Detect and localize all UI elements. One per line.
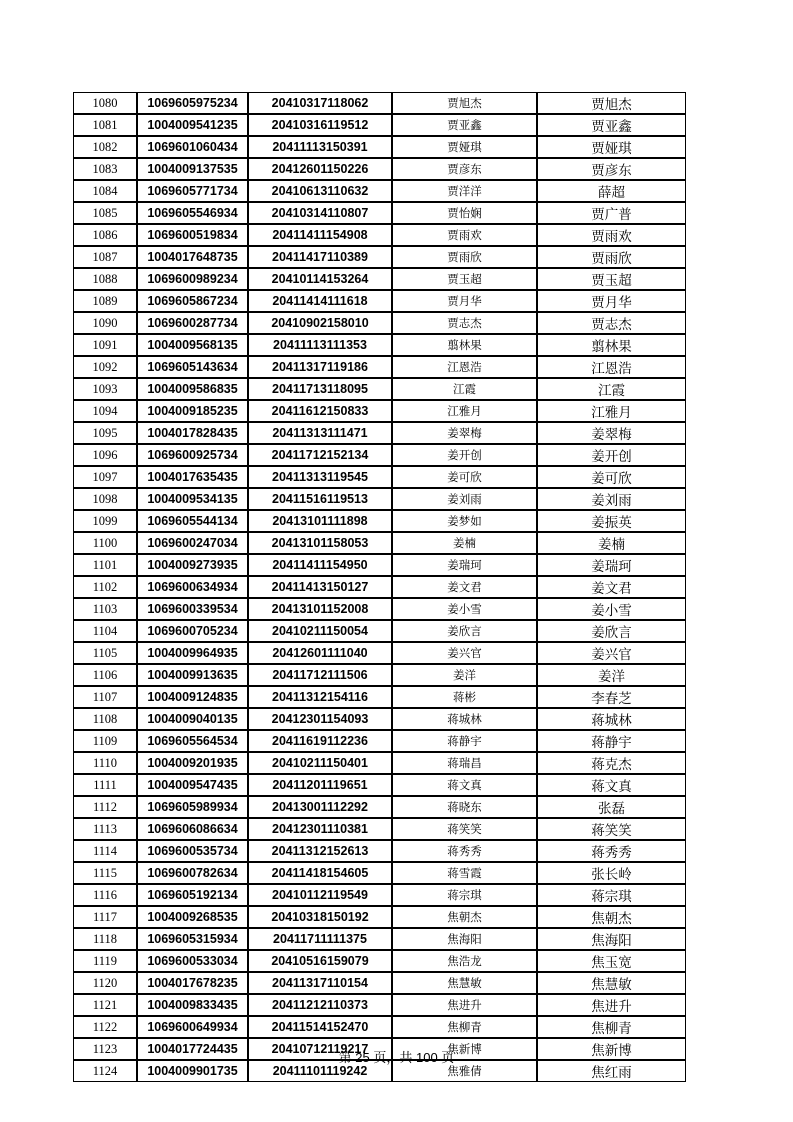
table-row [73, 92, 686, 114]
cell-name-1: 焦雅倩 [392, 1060, 537, 1082]
cell-seq: 1082 [73, 136, 137, 158]
cell-exam-number: 20411411154950 [248, 554, 392, 576]
cell-id-number: 1004009568135 [137, 334, 248, 356]
cell-seq: 1114 [73, 840, 137, 862]
table-row [73, 752, 686, 774]
cell-id-number: 1069600247034 [137, 532, 248, 554]
cell-id-number: 1069600339534 [137, 598, 248, 620]
cell-exam-number: 20413101158053 [248, 532, 392, 554]
cell-id-number: 1004009185235 [137, 400, 248, 422]
cell-exam-number: 20412601150226 [248, 158, 392, 180]
cell-name-2: 焦朝杰 [537, 906, 686, 928]
cell-id-number: 1069600705234 [137, 620, 248, 642]
cell-id-number: 1004009964935 [137, 642, 248, 664]
table-row [73, 400, 686, 422]
table-row [73, 972, 686, 994]
cell-seq: 1084 [73, 180, 137, 202]
cell-name-2: 焦海阳 [537, 928, 686, 950]
cell-seq: 1117 [73, 906, 137, 928]
cell-seq: 1110 [73, 752, 137, 774]
cell-name-1: 贾月华 [392, 290, 537, 312]
cell-exam-number: 20413101152008 [248, 598, 392, 620]
cell-seq: 1121 [73, 994, 137, 1016]
table-row [73, 642, 686, 664]
cell-name-2: 姜小雪 [537, 598, 686, 620]
cell-exam-number: 20410211150401 [248, 752, 392, 774]
cell-seq: 1094 [73, 400, 137, 422]
table-row [73, 1016, 686, 1038]
cell-id-number: 1069605867234 [137, 290, 248, 312]
cell-seq: 1116 [73, 884, 137, 906]
cell-seq: 1095 [73, 422, 137, 444]
cell-name-2: 翦林果 [537, 334, 686, 356]
cell-name-1: 贾旭杰 [392, 92, 537, 114]
cell-seq: 1089 [73, 290, 137, 312]
cell-id-number: 1069600989234 [137, 268, 248, 290]
table-row [73, 180, 686, 202]
cell-id-number: 1004009833435 [137, 994, 248, 1016]
cell-name-1: 焦进升 [392, 994, 537, 1016]
cell-name-1: 蒋笑笑 [392, 818, 537, 840]
cell-exam-number: 20411516119513 [248, 488, 392, 510]
cell-name-1: 蒋晓东 [392, 796, 537, 818]
cell-id-number: 1004009137535 [137, 158, 248, 180]
cell-exam-number: 20411418154605 [248, 862, 392, 884]
cell-exam-number: 20411317110154 [248, 972, 392, 994]
table-row [73, 796, 686, 818]
cell-name-1: 贾娅琪 [392, 136, 537, 158]
cell-exam-number: 20411312152613 [248, 840, 392, 862]
cell-name-2: 焦慧敏 [537, 972, 686, 994]
cell-name-1: 翦林果 [392, 334, 537, 356]
cell-exam-number: 20411411154908 [248, 224, 392, 246]
cell-name-1: 贾洋洋 [392, 180, 537, 202]
cell-exam-number: 20411317119186 [248, 356, 392, 378]
cell-exam-number: 20412301154093 [248, 708, 392, 730]
candidate-roster-table [73, 92, 686, 1082]
cell-id-number: 1004009040135 [137, 708, 248, 730]
cell-seq: 1102 [73, 576, 137, 598]
cell-seq: 1097 [73, 466, 137, 488]
cell-name-1: 姜楠 [392, 532, 537, 554]
cell-id-number: 1069605143634 [137, 356, 248, 378]
cell-name-2: 蒋静宇 [537, 730, 686, 752]
cell-id-number: 1069601060434 [137, 136, 248, 158]
cell-name-1: 江霞 [392, 378, 537, 400]
cell-name-2: 贾广普 [537, 202, 686, 224]
cell-exam-number: 20410211150054 [248, 620, 392, 642]
cell-name-1: 蒋宗琪 [392, 884, 537, 906]
cell-id-number: 1004009547435 [137, 774, 248, 796]
cell-name-2: 姜刘雨 [537, 488, 686, 510]
cell-name-2: 李春芝 [537, 686, 686, 708]
cell-id-number: 1004017648735 [137, 246, 248, 268]
cell-seq: 1096 [73, 444, 137, 466]
cell-name-1: 焦朝杰 [392, 906, 537, 928]
cell-name-1: 焦慧敏 [392, 972, 537, 994]
cell-seq: 1112 [73, 796, 137, 818]
cell-exam-number: 20411514152470 [248, 1016, 392, 1038]
cell-seq: 1092 [73, 356, 137, 378]
cell-exam-number: 20410902158010 [248, 312, 392, 334]
cell-seq: 1091 [73, 334, 137, 356]
table-row [73, 598, 686, 620]
cell-name-2: 江雅月 [537, 400, 686, 422]
cell-name-1: 贾雨欢 [392, 224, 537, 246]
cell-name-1: 蒋瑞昌 [392, 752, 537, 774]
table-row [73, 136, 686, 158]
cell-name-2: 蒋秀秀 [537, 840, 686, 862]
cell-seq: 1086 [73, 224, 137, 246]
cell-seq: 1093 [73, 378, 137, 400]
cell-exam-number: 20410316119512 [248, 114, 392, 136]
cell-name-2: 贾亚鑫 [537, 114, 686, 136]
cell-name-1: 姜翠梅 [392, 422, 537, 444]
table-row [73, 422, 686, 444]
cell-exam-number: 20412601111040 [248, 642, 392, 664]
cell-name-1: 姜刘雨 [392, 488, 537, 510]
table-row [73, 928, 686, 950]
table-row [73, 466, 686, 488]
cell-id-number: 1069605771734 [137, 180, 248, 202]
cell-name-2: 贾彦东 [537, 158, 686, 180]
cell-name-2: 焦红雨 [537, 1060, 686, 1082]
table-row [73, 818, 686, 840]
table-row [73, 378, 686, 400]
table-row [73, 950, 686, 972]
cell-name-1: 焦浩龙 [392, 950, 537, 972]
cell-name-1: 姜欣言 [392, 620, 537, 642]
cell-id-number: 1004009201935 [137, 752, 248, 774]
cell-name-1: 姜开创 [392, 444, 537, 466]
cell-id-number: 1069605975234 [137, 92, 248, 114]
cell-exam-number: 20411113111353 [248, 334, 392, 356]
cell-exam-number: 20411712111506 [248, 664, 392, 686]
cell-exam-number: 20411113150391 [248, 136, 392, 158]
cell-id-number: 1004017828435 [137, 422, 248, 444]
cell-name-2: 焦进升 [537, 994, 686, 1016]
cell-exam-number: 20411312154116 [248, 686, 392, 708]
cell-id-number: 1004009913635 [137, 664, 248, 686]
cell-name-1: 江恩浩 [392, 356, 537, 378]
cell-seq: 1080 [73, 92, 137, 114]
cell-name-1: 蒋城林 [392, 708, 537, 730]
cell-seq: 1085 [73, 202, 137, 224]
cell-id-number: 1069600535734 [137, 840, 248, 862]
cell-name-2: 江霞 [537, 378, 686, 400]
cell-id-number: 1069605544134 [137, 510, 248, 532]
cell-name-1: 贾雨欣 [392, 246, 537, 268]
table-row [73, 576, 686, 598]
cell-exam-number: 20411711111375 [248, 928, 392, 950]
cell-exam-number: 20411619112236 [248, 730, 392, 752]
cell-name-2: 姜洋 [537, 664, 686, 686]
roster-table-body [73, 92, 686, 1082]
cell-name-1: 焦海阳 [392, 928, 537, 950]
table-row [73, 532, 686, 554]
cell-name-2: 蒋宗琪 [537, 884, 686, 906]
cell-id-number: 1004017678235 [137, 972, 248, 994]
cell-exam-number: 20410318150192 [248, 906, 392, 928]
cell-seq: 1108 [73, 708, 137, 730]
cell-name-2: 贾旭杰 [537, 92, 686, 114]
cell-exam-number: 20411417110389 [248, 246, 392, 268]
table-row [73, 620, 686, 642]
cell-exam-number: 20411212110373 [248, 994, 392, 1016]
cell-seq: 1106 [73, 664, 137, 686]
cell-name-2: 张长岭 [537, 862, 686, 884]
table-row [73, 158, 686, 180]
cell-id-number: 1069606086634 [137, 818, 248, 840]
table-row [73, 202, 686, 224]
cell-id-number: 1069600533034 [137, 950, 248, 972]
cell-name-2: 姜楠 [537, 532, 686, 554]
table-row [73, 686, 686, 708]
table-row [73, 114, 686, 136]
cell-id-number: 1069600649934 [137, 1016, 248, 1038]
cell-seq: 1109 [73, 730, 137, 752]
cell-id-number: 1004009124835 [137, 686, 248, 708]
cell-id-number: 1004017635435 [137, 466, 248, 488]
table-row [73, 708, 686, 730]
cell-id-number: 1004009268535 [137, 906, 248, 928]
cell-exam-number: 20410314110807 [248, 202, 392, 224]
cell-name-1: 蒋雪霞 [392, 862, 537, 884]
cell-name-1: 焦新博 [392, 1038, 537, 1060]
table-row [73, 994, 686, 1016]
cell-name-1: 焦柳青 [392, 1016, 537, 1038]
cell-exam-number: 20410112119549 [248, 884, 392, 906]
cell-name-1: 姜洋 [392, 664, 537, 686]
cell-name-2: 姜欣言 [537, 620, 686, 642]
cell-id-number: 1069600782634 [137, 862, 248, 884]
cell-name-1: 姜文君 [392, 576, 537, 598]
cell-exam-number: 20411712152134 [248, 444, 392, 466]
cell-name-1: 江雅月 [392, 400, 537, 422]
cell-name-2: 姜可欣 [537, 466, 686, 488]
cell-id-number: 1004017724435 [137, 1038, 248, 1060]
cell-exam-number: 20411201119651 [248, 774, 392, 796]
table-row [73, 444, 686, 466]
table-row [73, 334, 686, 356]
cell-name-2: 姜兴官 [537, 642, 686, 664]
cell-name-1: 姜可欣 [392, 466, 537, 488]
table-row [73, 268, 686, 290]
cell-name-2: 姜振英 [537, 510, 686, 532]
cell-name-1: 蒋静宇 [392, 730, 537, 752]
cell-seq: 1118 [73, 928, 137, 950]
cell-exam-number: 20410712119217 [248, 1038, 392, 1060]
table-row [73, 488, 686, 510]
cell-name-2: 江恩浩 [537, 356, 686, 378]
cell-seq: 1088 [73, 268, 137, 290]
table-row [73, 774, 686, 796]
cell-name-2: 贾月华 [537, 290, 686, 312]
cell-id-number: 1069600519834 [137, 224, 248, 246]
cell-exam-number: 20410516159079 [248, 950, 392, 972]
cell-name-2: 蒋笑笑 [537, 818, 686, 840]
table-row [73, 356, 686, 378]
cell-seq: 1111 [73, 774, 137, 796]
cell-seq: 1083 [73, 158, 137, 180]
cell-name-2: 姜翠梅 [537, 422, 686, 444]
cell-exam-number: 20411414111618 [248, 290, 392, 312]
cell-name-1: 贾玉超 [392, 268, 537, 290]
cell-name-2: 焦新博 [537, 1038, 686, 1060]
cell-name-2: 贾志杰 [537, 312, 686, 334]
cell-name-2: 焦玉宽 [537, 950, 686, 972]
cell-id-number: 1069605546934 [137, 202, 248, 224]
cell-seq: 1123 [73, 1038, 137, 1060]
cell-name-1: 蒋彬 [392, 686, 537, 708]
cell-name-2: 焦柳青 [537, 1016, 686, 1038]
cell-id-number: 1004009901735 [137, 1060, 248, 1082]
cell-name-1: 贾志杰 [392, 312, 537, 334]
table-row [73, 862, 686, 884]
cell-seq: 1099 [73, 510, 137, 532]
cell-seq: 1124 [73, 1060, 137, 1082]
cell-name-2: 薛超 [537, 180, 686, 202]
cell-name-2: 贾玉超 [537, 268, 686, 290]
cell-seq: 1122 [73, 1016, 137, 1038]
cell-id-number: 1069605192134 [137, 884, 248, 906]
cell-exam-number: 20412301110381 [248, 818, 392, 840]
cell-id-number: 1004009273935 [137, 554, 248, 576]
table-row [73, 224, 686, 246]
cell-seq: 1090 [73, 312, 137, 334]
cell-exam-number: 20413101111898 [248, 510, 392, 532]
table-row [73, 510, 686, 532]
cell-seq: 1101 [73, 554, 137, 576]
cell-name-1: 姜兴官 [392, 642, 537, 664]
cell-id-number: 1069605315934 [137, 928, 248, 950]
cell-name-1: 贾亚鑫 [392, 114, 537, 136]
cell-exam-number: 20413001112292 [248, 796, 392, 818]
cell-exam-number: 20410317118062 [248, 92, 392, 114]
cell-name-2: 蒋文真 [537, 774, 686, 796]
cell-seq: 1104 [73, 620, 137, 642]
cell-id-number: 1069605989934 [137, 796, 248, 818]
table-row [73, 730, 686, 752]
table-row [73, 884, 686, 906]
cell-name-1: 姜瑞珂 [392, 554, 537, 576]
cell-id-number: 1069605564534 [137, 730, 248, 752]
cell-name-2: 贾雨欣 [537, 246, 686, 268]
cell-id-number: 1004009541235 [137, 114, 248, 136]
cell-seq: 1113 [73, 818, 137, 840]
cell-id-number: 1069600287734 [137, 312, 248, 334]
cell-exam-number: 20411413150127 [248, 576, 392, 598]
cell-seq: 1105 [73, 642, 137, 664]
cell-exam-number: 20411313111471 [248, 422, 392, 444]
cell-name-2: 贾雨欢 [537, 224, 686, 246]
cell-exam-number: 20411713118095 [248, 378, 392, 400]
cell-exam-number: 20410114153264 [248, 268, 392, 290]
cell-seq: 1103 [73, 598, 137, 620]
cell-name-1: 贾怡娴 [392, 202, 537, 224]
table-row [73, 290, 686, 312]
cell-name-1: 姜梦如 [392, 510, 537, 532]
cell-id-number: 1069600925734 [137, 444, 248, 466]
cell-exam-number: 20410613110632 [248, 180, 392, 202]
table-row [73, 664, 686, 686]
cell-name-1: 贾彦东 [392, 158, 537, 180]
cell-seq: 1087 [73, 246, 137, 268]
page-footer: 第 25 页，共 100 页 [338, 1050, 455, 1065]
cell-seq: 1100 [73, 532, 137, 554]
cell-id-number: 1004009586835 [137, 378, 248, 400]
cell-name-2: 贾娅琪 [537, 136, 686, 158]
cell-exam-number: 20411612150833 [248, 400, 392, 422]
cell-name-1: 蒋秀秀 [392, 840, 537, 862]
cell-name-2: 姜文君 [537, 576, 686, 598]
cell-seq: 1115 [73, 862, 137, 884]
table-row [73, 246, 686, 268]
cell-seq: 1098 [73, 488, 137, 510]
cell-name-2: 蒋城林 [537, 708, 686, 730]
cell-id-number: 1004009534135 [137, 488, 248, 510]
cell-name-2: 蒋克杰 [537, 752, 686, 774]
cell-name-1: 蒋文真 [392, 774, 537, 796]
cell-name-2: 张磊 [537, 796, 686, 818]
cell-seq: 1081 [73, 114, 137, 136]
cell-seq: 1107 [73, 686, 137, 708]
table-row [73, 312, 686, 334]
cell-name-2: 姜瑞珂 [537, 554, 686, 576]
table-row [73, 554, 686, 576]
cell-seq: 1119 [73, 950, 137, 972]
cell-exam-number: 20411313119545 [248, 466, 392, 488]
table-row [73, 906, 686, 928]
cell-name-1: 姜小雪 [392, 598, 537, 620]
cell-name-2: 姜开创 [537, 444, 686, 466]
table-row [73, 840, 686, 862]
cell-id-number: 1069600634934 [137, 576, 248, 598]
cell-exam-number: 20411101119242 [248, 1060, 392, 1082]
cell-seq: 1120 [73, 972, 137, 994]
